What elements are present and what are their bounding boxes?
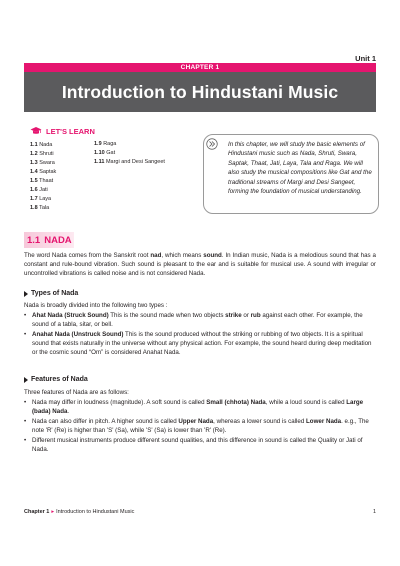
topic-item: 1.10 Gat: [94, 150, 116, 156]
list-item: • Nada can also differ in pitch. A higher sound is called Upper Nada, whereas a lower sound is called Lower Nada. e.g., The note 'R' (Re) is higher than 'S' (Sa), while 'S' (Sa) is lower than 'R' (Re).: [24, 417, 376, 435]
list-item: • Anahat Nada (Unstruck Sound) This is the sound produced without the striking or rubbing of two objects. It is a spiritual sound that exists naturally in the universe without any physical action. For example, the sound heard during deep meditation or the cosmic sound “Om” is considered Anahat Nada.: [24, 330, 376, 358]
page-title: Introduction to Hindustani Music: [24, 72, 376, 112]
topic-item: 1.4 Saptak: [30, 169, 57, 175]
footer-chapter: Chapter 1 ▸ Introduction to Hindustani Music: [24, 509, 135, 515]
topic-item: 1.11 Margi and Desi Sangeet: [94, 159, 165, 165]
nada-features-list: [24, 398, 376, 455]
types-of-nada-heading: Types of Nada: [24, 290, 78, 297]
topic-column-2: [94, 140, 165, 167]
nada-types-list: [24, 311, 376, 358]
triangle-bullet-icon: [24, 291, 28, 297]
double-chevron-icon: [206, 138, 218, 150]
features-intro: Three features of Nada are as follows:: [24, 389, 129, 396]
arrow-icon: ▸: [51, 509, 55, 515]
topic-item: 1.1 Nada: [30, 142, 53, 148]
nada-definition-paragraph: The word Nada comes from the Sanskrit root nad, which means sound. In Indian music, Nada is a melodious sound that has a constant and rule-bound vibration. Such sound is pleasant to the ear and is suitable for musical use. A sound with irregular or uncontrolled vibrations is called noise and is not considered Nada.: [24, 252, 376, 278]
graduation-cap-icon: [30, 126, 42, 136]
topic-item: 1.8 Tala: [30, 205, 50, 211]
topic-item: 1.2 Shruti: [30, 151, 54, 157]
topic-column-1: [30, 141, 56, 213]
list-item: • Ahat Nada (Struck Sound) This is the sound made when two objects strike or rub against each other. For example, the sound of a tabla, sitar, or bell.: [24, 311, 376, 329]
list-item: • Different musical instruments produce different sound qualities, and this difference in sound is called the Quality or Jati of Nada.: [24, 436, 376, 454]
list-item: • Nada may differ in loudness (magnitude). A soft sound is called Small (chhota) Nada, while a loud sound is called Large (bada) Nada.: [24, 398, 376, 416]
types-intro: Nada is broadly divided into the following two types :: [24, 302, 168, 309]
chapter-intro-text: In this chapter, we will study the basic elements of Hindustani music such as Nada, Shruti, Swara, Saptak, Thaat, Jati, Laya, Tala and Raga. We will also study the musical compositions like Gat and the traditional streams of Margi and Desi Sangeet, forming the foundation of musical understanding.: [228, 141, 372, 196]
unit-label: Unit 1: [355, 54, 376, 63]
section-heading-nada: [24, 232, 74, 248]
topic-item: 1.7 Laya: [30, 196, 52, 202]
page-footer: [24, 509, 376, 515]
page-number: 1: [372, 509, 376, 515]
features-of-nada-heading: Features of Nada: [24, 376, 88, 383]
topic-item: 1.6 Jati: [30, 187, 48, 193]
section-number: 1.1: [27, 234, 41, 246]
section-title: NADA: [44, 234, 72, 246]
lets-learn-label: LET'S LEARN: [46, 126, 95, 136]
topic-item: 1.5 Thaat: [30, 178, 54, 184]
chapter-label: CHAPTER 1: [24, 63, 376, 72]
topic-item: 1.9 Raga: [94, 141, 117, 147]
lets-learn-heading: [30, 126, 95, 136]
topic-item: 1.3 Swara: [30, 160, 55, 166]
triangle-bullet-icon: [24, 377, 28, 383]
